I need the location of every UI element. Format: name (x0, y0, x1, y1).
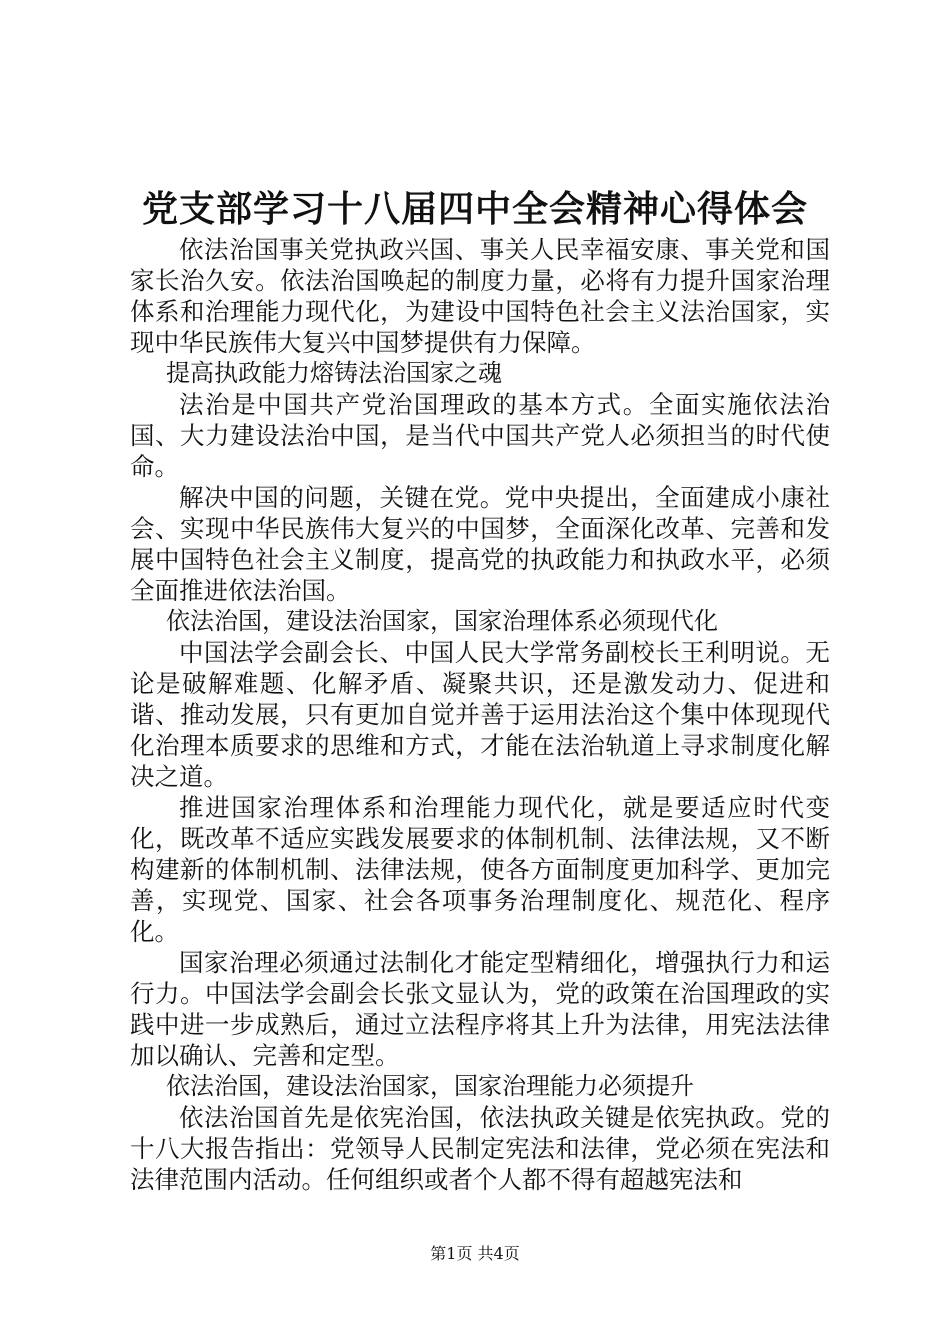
body-paragraph: 中国法学会副会长、中国人民大学常务副校长王利明说。无论是破解难题、化解矛盾、凝聚共识，还是激发动力、促进和谐、推动发展，只有更加自觉并善于运用法治这个集中体现现代化治理本质要求的思维和方式，才能在法治轨道上寻求制度化解决之道。 (130, 638, 830, 791)
page-footer (0, 1244, 950, 1264)
document-title: 党支部学习十八届四中全会精神心得体会 (141, 188, 808, 230)
body-paragraph: 国家治理必须通过法制化才能定型精细化，增强执行力和运行力。中国法学会副会长张文显认为，党的政策在治国理政的实践中进一步成熟后，通过立法程序将其上升为法律，用宪法法律加以确认、完善和定型。 (130, 948, 830, 1070)
section-heading: 依法治国，建设法治国家，国家治理能力必须提升 (166, 1072, 694, 1100)
body-paragraph: 推进国家治理体系和治理能力现代化，就是要适应时代变化，既改革不适应实践发展要求的体制机制、法律法规，又不断构建新的体制机制、法律法规，使各方面制度更加科学、更加完善，实现党、国家、社会各项事务治理制度化、规范化、程序化。 (130, 793, 830, 946)
body-paragraph: 依法治国事关党执政兴国、事关人民幸福安康、事关党和国家长治久安。依法治国唤起的制度力量，必将有力提升国家治理体系和治理能力现代化，为建设中国特色社会主义法治国家，实现中华民族伟大复兴中国梦提供有力保障。 (130, 235, 830, 357)
page-number: 第1页 共4页 (430, 1244, 520, 1263)
body-paragraph: 解决中国的问题，关键在党。党中央提出，全面建成小康社会、实现中华民族伟大复兴的中国梦，全面深化改革、完善和发展中国特色社会主义制度，提高党的执政能力和执政水平，必须全面推进依法治国。 (130, 483, 830, 605)
section-heading: 提高执政能力熔铸法治国家之魂 (166, 359, 502, 387)
body-paragraph: 法治是中国共产党治国理政的基本方式。全面实施依法治国、大力建设法治中国，是当代中国共产党人必须担当的时代使命。 (130, 390, 830, 481)
body-paragraph: 依法治国首先是依宪治国，依法执政关键是依宪执政。党的十八大报告指出：党领导人民制定宪法和法律，党必须在宪法和法律范围内活动。任何组织或者个人都不得有超越宪法和 (130, 1103, 830, 1194)
section-heading: 依法治国，建设法治国家，国家治理体系必须现代化 (166, 607, 718, 635)
document-body (130, 234, 830, 1195)
